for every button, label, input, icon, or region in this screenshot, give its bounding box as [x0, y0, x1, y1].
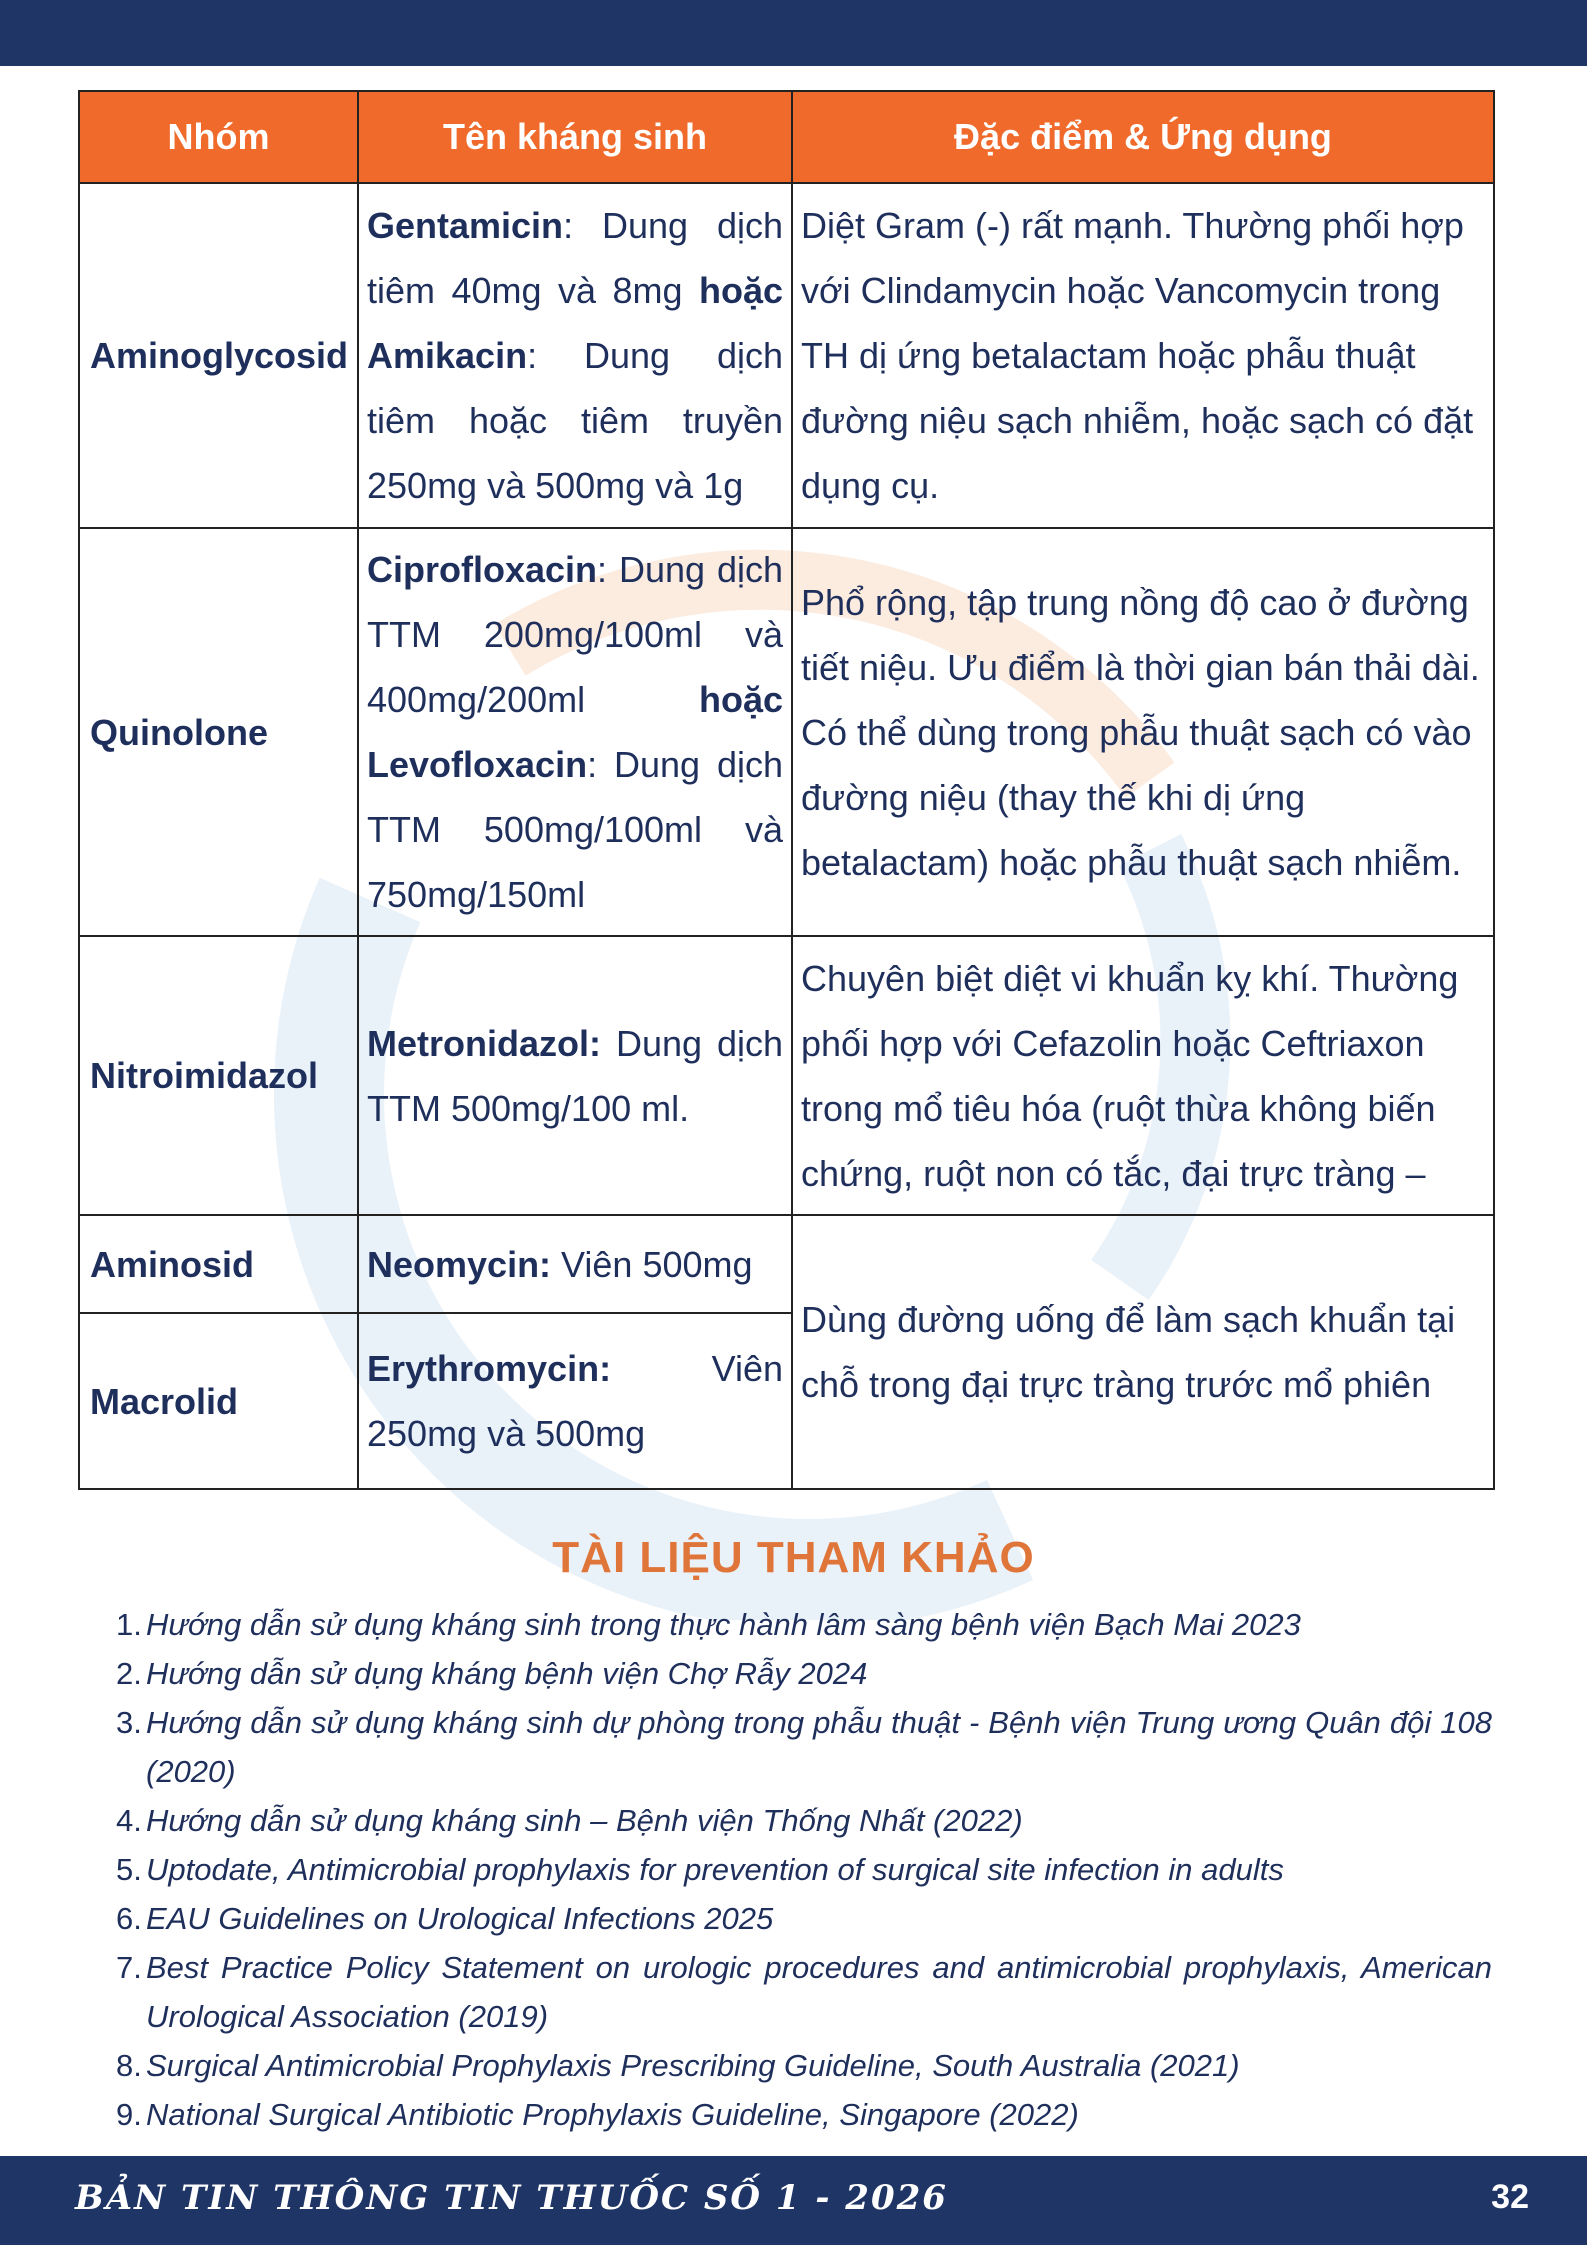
list-number: 8.: [116, 2048, 142, 2083]
list-number: 4.: [116, 1803, 142, 1838]
drug-cell: [358, 936, 792, 1215]
description-cell: Diệt Gram (-) rất mạnh. Thường phối hợp với Clindamycin hoặc Vancomycin trong TH dị ứng betalactam hoặc phẫu thuật đường niệu sạch nhiễm, hoặc sạch có đặt dụng cụ.: [792, 183, 1494, 528]
references-title: TÀI LIỆU THAM KHẢO: [552, 1533, 1035, 1582]
list-number: 6.: [116, 1901, 142, 1936]
drug-name: Amikacin: [367, 335, 528, 376]
newsletter-title: BẢN TIN THÔNG TIN THUỐC SỐ 1 - 2026: [75, 2178, 948, 2218]
drug-cell: [358, 183, 792, 528]
list-item: [118, 2041, 1492, 2090]
drug-detail: : Dung dịch TTM 500mg/100ml và 750mg/150ml: [367, 744, 783, 915]
reference-text: Hướng dẫn sử dụng kháng sinh dự phòng trong phẫu thuật - Bệnh viện Trung ương Quân đội 108 (2020): [146, 1705, 1492, 1789]
group-cell: Quinolone: [79, 528, 358, 936]
description-cell: Phổ rộng, tập trung nồng độ cao ở đường tiết niệu. Ưu điểm là thời gian bán thải dài. Có thể dùng trong phẫu thuật sạch có vào đường niệu (thay thế khi dị ứng betalactam) hoặc phẫu thuật sạch nhiễm.: [792, 528, 1494, 936]
references-list: [118, 1600, 1492, 2139]
reference-text: Surgical Antimicrobial Prophylaxis Prescribing Guideline, South Australia (2021): [146, 2048, 1240, 2083]
drug-cell: [358, 528, 792, 936]
drug-detail: Dung dịch TTM 500mg/100 ml.: [367, 1022, 783, 1129]
list-number: 7.: [116, 1950, 142, 1985]
reference-text: Uptodate, Antimicrobial prophylaxis for prevention of surgical site infection in adults: [146, 1852, 1284, 1887]
reference-text: Hướng dẫn sử dụng kháng sinh trong thực hành lâm sàng bệnh viện Bạch Mai 2023: [146, 1607, 1301, 1642]
list-number: 9.: [116, 2097, 142, 2132]
drug-name: Ciprofloxacin: [367, 549, 598, 590]
drug-name: Gentamicin: [367, 205, 564, 246]
table-header-row: [79, 91, 1494, 183]
shared-description-cell: Dùng đường uống để làm sạch khuẩn tại chỗ trong đại trực tràng trước mổ phiên: [792, 1215, 1494, 1489]
drug-detail: : Dung dịch tiêm 40mg và 8mg: [367, 205, 783, 311]
list-item: [118, 1600, 1492, 1649]
header-antibiotic: Tên kháng sinh: [358, 91, 792, 183]
list-item: [118, 1894, 1492, 1943]
list-number: 3.: [116, 1705, 142, 1740]
table-row: [79, 528, 1494, 936]
reference-text: Hướng dẫn sử dụng kháng sinh – Bệnh viện Thống Nhất (2022): [146, 1803, 1023, 1838]
table-row: [79, 936, 1494, 1215]
top-banner: [0, 0, 1587, 66]
reference-text: EAU Guidelines on Urological Infections 2025: [146, 1901, 774, 1936]
reference-text: Hướng dẫn sử dụng kháng bệnh viện Chợ Rẫy 2024: [146, 1656, 868, 1691]
drug-name: Neomycin:: [367, 1243, 552, 1285]
group-cell: Aminosid: [79, 1215, 358, 1313]
list-item: [118, 1698, 1492, 1796]
drug-cell: [358, 1313, 792, 1489]
or-word: hoặc: [698, 270, 783, 311]
header-group: Nhóm: [79, 91, 358, 183]
list-item: [118, 1943, 1492, 2041]
antibiotic-table: [78, 90, 1495, 1490]
drug-name: Levofloxacin: [367, 744, 588, 785]
table-row: [79, 1215, 1494, 1313]
list-item: [118, 2090, 1492, 2139]
group-cell: Macrolid: [79, 1313, 358, 1489]
drug-name: Erythromycin:: [367, 1348, 612, 1389]
list-item: [118, 1845, 1492, 1894]
drug-detail: : Dung dịch tiêm hoặc tiêm truyền 250mg và 500mg và 1g: [367, 335, 783, 506]
drug-name: Metronidazol:: [367, 1022, 601, 1064]
reference-text: Best Practice Policy Statement on urologic procedures and antimicrobial prophylaxis, American Urological Association (2019): [146, 1950, 1492, 2034]
group-cell: Nitroimidazol: [79, 936, 358, 1215]
drug-cell: [358, 1215, 792, 1313]
list-number: 5.: [116, 1852, 142, 1887]
group-cell: Aminoglycosid: [79, 183, 358, 528]
page-number: 32: [1491, 2178, 1529, 2216]
list-item: [118, 1649, 1492, 1698]
table-row: [79, 183, 1494, 528]
list-item: [118, 1796, 1492, 1845]
drug-detail: Viên 250mg và 500mg: [367, 1348, 783, 1454]
drug-detail: : Dung dịch TTM 200mg/100ml và 400mg/200ml: [367, 549, 783, 720]
reference-text: National Surgical Antibiotic Prophylaxis Guideline, Singapore (2022): [146, 2097, 1079, 2132]
list-number: 2.: [116, 1656, 142, 1691]
list-number: 1.: [116, 1607, 142, 1642]
or-word: hoặc: [698, 679, 783, 720]
description-cell: Chuyên biệt diệt vi khuẩn kỵ khí. Thường phối hợp với Cefazolin hoặc Ceftriaxon trong mổ tiêu hóa (ruột thừa không biến chứng, ruột non có tắc, đại trực tràng –: [792, 936, 1494, 1215]
footer-bar: [0, 2156, 1587, 2245]
drug-detail: Viên 500mg: [551, 1243, 753, 1285]
header-features: Đặc điểm & Ứng dụng: [792, 91, 1494, 183]
